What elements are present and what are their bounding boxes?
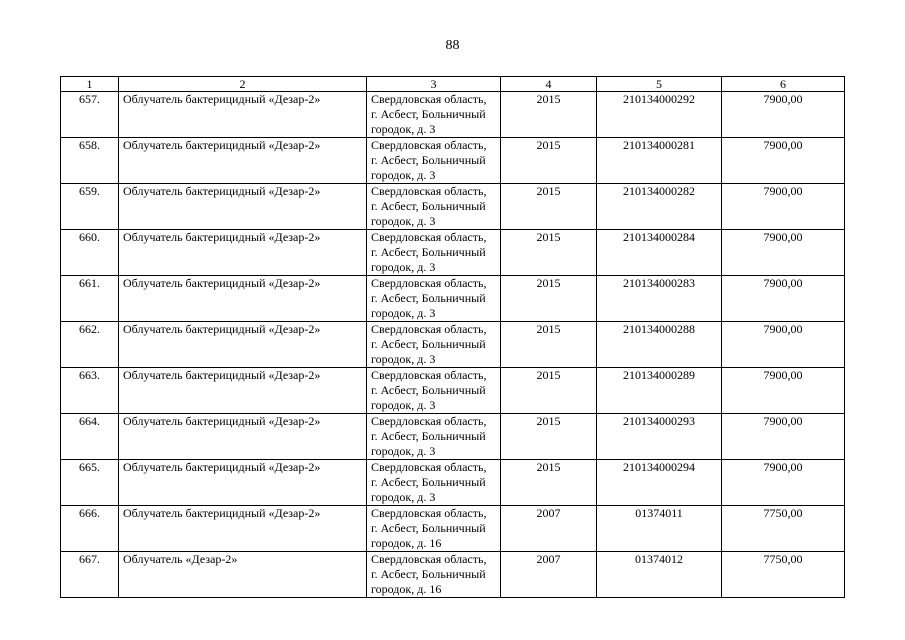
table-body (61, 92, 845, 598)
address-cell (367, 414, 501, 460)
address-line: городок, д. 3 (371, 352, 436, 366)
table-row (61, 552, 845, 598)
row-number-cell: 660. (61, 230, 119, 276)
inventory-number-cell: 01374012 (597, 552, 722, 598)
price-cell: 7900,00 (722, 276, 845, 322)
inventory-number-cell: 210134000288 (597, 322, 722, 368)
address-line: г. Асбест, Больничный (371, 337, 486, 351)
address-line: городок, д. 3 (371, 260, 436, 274)
table-row (61, 230, 845, 276)
address-cell (367, 92, 501, 138)
column-header: 6 (722, 77, 845, 92)
column-header: 4 (501, 77, 597, 92)
address-cell (367, 322, 501, 368)
address-line: Свердловская область, (371, 138, 487, 152)
address-line: Свердловская область, (371, 322, 487, 336)
address-line: городок, д. 16 (371, 582, 442, 596)
price-cell: 7900,00 (722, 230, 845, 276)
address-cell (367, 276, 501, 322)
inventory-number-cell: 210134000284 (597, 230, 722, 276)
row-number-cell: 658. (61, 138, 119, 184)
price-cell: 7900,00 (722, 184, 845, 230)
table-row (61, 138, 845, 184)
column-header: 5 (597, 77, 722, 92)
row-number-cell: 662. (61, 322, 119, 368)
year-cell: 2015 (501, 414, 597, 460)
address-cell (367, 184, 501, 230)
address-cell (367, 552, 501, 598)
address-line: г. Асбест, Больничный (371, 521, 486, 535)
item-name-cell: Облучатель бактерицидный «Дезар-2» (119, 414, 367, 460)
column-header: 2 (119, 77, 367, 92)
address-line: г. Асбест, Больничный (371, 245, 486, 259)
row-number-cell: 659. (61, 184, 119, 230)
address-line: городок, д. 3 (371, 398, 436, 412)
table-row (61, 506, 845, 552)
price-cell: 7750,00 (722, 506, 845, 552)
address-line: Свердловская область, (371, 368, 487, 382)
row-number-cell: 666. (61, 506, 119, 552)
address-line: городок, д. 16 (371, 536, 442, 550)
year-cell: 2007 (501, 552, 597, 598)
year-cell: 2015 (501, 368, 597, 414)
table-row (61, 184, 845, 230)
address-line: городок, д. 3 (371, 490, 436, 504)
year-cell: 2015 (501, 276, 597, 322)
page-number: 88 (445, 38, 460, 53)
row-number-cell: 661. (61, 276, 119, 322)
table-row (61, 276, 845, 322)
address-cell (367, 368, 501, 414)
address-line: Свердловская область, (371, 506, 487, 520)
address-line: г. Асбест, Больничный (371, 199, 486, 213)
year-cell: 2015 (501, 322, 597, 368)
inventory-number-cell: 210134000292 (597, 92, 722, 138)
address-line: г. Асбест, Больничный (371, 107, 486, 121)
price-cell: 7750,00 (722, 552, 845, 598)
address-cell (367, 138, 501, 184)
row-number-cell: 667. (61, 552, 119, 598)
item-name-cell: Облучатель бактерицидный «Дезар-2» (119, 368, 367, 414)
row-number-cell: 664. (61, 414, 119, 460)
item-name-cell: Облучатель бактерицидный «Дезар-2» (119, 138, 367, 184)
address-line: г. Асбест, Больничный (371, 567, 486, 581)
inventory-number-cell: 210134000293 (597, 414, 722, 460)
column-header: 1 (61, 77, 119, 92)
address-line: г. Асбест, Больничный (371, 429, 486, 443)
address-line: г. Асбест, Больничный (371, 475, 486, 489)
row-number-cell: 663. (61, 368, 119, 414)
item-name-cell: Облучатель бактерицидный «Дезар-2» (119, 322, 367, 368)
item-name-cell: Облучатель бактерицидный «Дезар-2» (119, 506, 367, 552)
year-cell: 2015 (501, 138, 597, 184)
year-cell: 2015 (501, 184, 597, 230)
inventory-number-cell: 210134000282 (597, 184, 722, 230)
table-row (61, 460, 845, 506)
address-line: городок, д. 3 (371, 214, 436, 228)
address-line: Свердловская область, (371, 92, 487, 106)
address-cell (367, 460, 501, 506)
price-cell: 7900,00 (722, 460, 845, 506)
column-header: 3 (367, 77, 501, 92)
table-header-row (61, 77, 845, 92)
address-line: Свердловская область, (371, 276, 487, 290)
item-name-cell: Облучатель бактерицидный «Дезар-2» (119, 230, 367, 276)
address-cell (367, 230, 501, 276)
address-line: Свердловская область, (371, 552, 487, 566)
price-cell: 7900,00 (722, 92, 845, 138)
price-cell: 7900,00 (722, 368, 845, 414)
address-line: Свердловская область, (371, 230, 487, 244)
address-line: городок, д. 3 (371, 306, 436, 320)
table-row (61, 414, 845, 460)
year-cell: 2015 (501, 460, 597, 506)
inventory-number-cell: 210134000289 (597, 368, 722, 414)
item-name-cell: Облучатель бактерицидный «Дезар-2» (119, 276, 367, 322)
address-line: Свердловская область, (371, 184, 487, 198)
item-name-cell: Облучатель бактерицидный «Дезар-2» (119, 184, 367, 230)
address-cell (367, 506, 501, 552)
year-cell: 2015 (501, 230, 597, 276)
row-number-cell: 657. (61, 92, 119, 138)
item-name-cell: Облучатель бактерицидный «Дезар-2» (119, 92, 367, 138)
address-line: г. Асбест, Больничный (371, 153, 486, 167)
inventory-number-cell: 210134000283 (597, 276, 722, 322)
address-line: Свердловская область, (371, 414, 487, 428)
address-line: городок, д. 3 (371, 168, 436, 182)
property-table (60, 76, 845, 598)
item-name-cell: Облучатель бактерицидный «Дезар-2» (119, 460, 367, 506)
price-cell: 7900,00 (722, 138, 845, 184)
year-cell: 2007 (501, 506, 597, 552)
price-cell: 7900,00 (722, 414, 845, 460)
address-line: г. Асбест, Больничный (371, 383, 486, 397)
table-row (61, 322, 845, 368)
row-number-cell: 665. (61, 460, 119, 506)
inventory-number-cell: 01374011 (597, 506, 722, 552)
item-name-cell: Облучатель «Дезар-2» (119, 552, 367, 598)
address-line: городок, д. 3 (371, 122, 436, 136)
table-row (61, 92, 845, 138)
address-line: городок, д. 3 (371, 444, 436, 458)
table-row (61, 368, 845, 414)
price-cell: 7900,00 (722, 322, 845, 368)
year-cell: 2015 (501, 92, 597, 138)
address-line: Свердловская область, (371, 460, 487, 474)
inventory-number-cell: 210134000294 (597, 460, 722, 506)
inventory-number-cell: 210134000281 (597, 138, 722, 184)
address-line: г. Асбест, Больничный (371, 291, 486, 305)
